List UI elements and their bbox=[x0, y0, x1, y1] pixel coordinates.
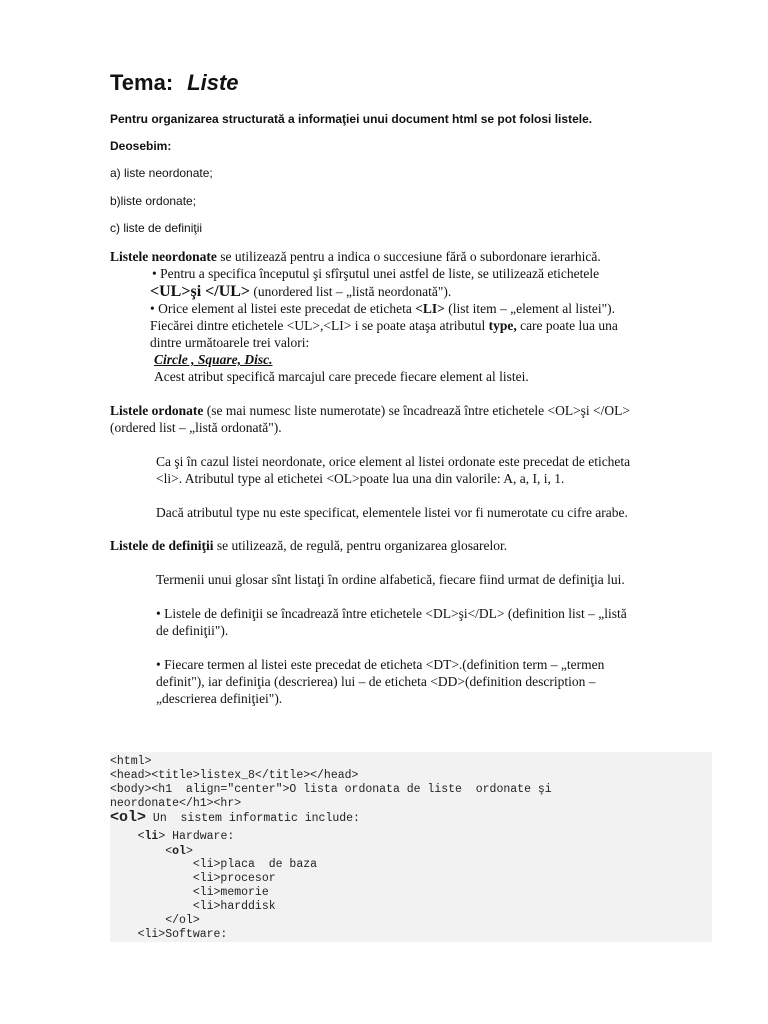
ol-tag: <ol> bbox=[110, 809, 147, 826]
definition-para3-line2: definit"), iar definiţia (descrierea) lui – de eticheta <DD>(definition description – bbox=[156, 674, 596, 689]
code-line: neordonate</h1><hr> bbox=[110, 797, 242, 810]
ordered-para2: Dacă atributul type nu este specificat, elementele listei vor fi numerotate cu cifre arabe. bbox=[156, 505, 628, 520]
title-topic: Liste bbox=[187, 70, 239, 95]
ordered-para1-line1: Ca şi în cazul listei neordonate, orice element al listei ordonate este precedat de eticheta bbox=[156, 454, 631, 469]
code-line: <head><title>listex_8</title></head> bbox=[110, 769, 359, 782]
unordered-values-intro: dintre următoarele trei valori: bbox=[150, 335, 310, 350]
ul-tags: <UL>şi </UL> bbox=[150, 283, 251, 300]
ordered-line1: Listele ordonate (se mai numesc liste numerotate) se încadrează între etichetele <OL>şi </OL> bbox=[110, 403, 631, 418]
ordered-line2: (ordered list – „listă ordonată"). bbox=[110, 420, 282, 435]
code-line: <li>placa de baza bbox=[110, 858, 318, 871]
code-line: <li> Hardware: bbox=[110, 830, 235, 843]
ordered-para1-line2: <li>. Atributul type al etichetei <OL>poate lua una din valorile: A, a, I, i, 1. bbox=[156, 471, 565, 486]
unordered-line1: Listele neordonate se utilizează pentru a indica o succesiune fără o subordonare ierarhică. bbox=[110, 249, 601, 264]
definition-para1: Termenii unui glosar sînt listaţi în ordine alfabetică, fiecare fiind urmat de definiţia lui. bbox=[156, 572, 625, 587]
definition-para3-line3: „descrierea definiţiei"). bbox=[156, 691, 283, 706]
list-type-unordered: a) liste neordonate; bbox=[110, 166, 213, 180]
unordered-bullet1: • Pentru a specifica începutul şi sfîrşutul unei astfel de liste, se utilizează etichetele bbox=[152, 266, 600, 281]
ordered-lead: Listele ordonate bbox=[110, 403, 204, 418]
intro-text: Pentru organizarea structurată a informaţiei unui document html se pot folosi listele. bbox=[110, 112, 593, 126]
code-line: <body><h1 align="center">O lista ordonata de liste ordonate şi bbox=[110, 783, 552, 796]
code-line: <li>procesor bbox=[110, 872, 276, 885]
definition-para2-line2: de definiţii"). bbox=[156, 623, 229, 638]
type-attr: type, bbox=[488, 318, 517, 333]
definition-para2-line1: • Listele de definiţii se încadrează între etichetele <DL>şi</DL> (definition list – „listă bbox=[156, 606, 627, 621]
unordered-bullet2: • Orice element al listei este precedat de eticheta <LI> (list item – „element al listei"). bbox=[150, 301, 615, 316]
page-title bbox=[110, 70, 239, 96]
unordered-tags-line: <UL>şi </UL> (unordered list – „listă neordonată"). bbox=[150, 283, 452, 300]
unordered-type-line: Fiecărei dintre etichetele <UL>,<LI> i se poate ataşa atributul type, care poate lua una bbox=[150, 318, 618, 333]
code-line: <html> bbox=[110, 755, 152, 768]
list-type-definition: c) liste de definiţii bbox=[110, 221, 203, 235]
code-line: <li>harddisk bbox=[110, 900, 276, 913]
title-prefix: Tema: bbox=[110, 70, 174, 95]
unordered-lead: Listele neordonate bbox=[110, 249, 217, 264]
definition-line1: Listele de definiţii se utilizează, de regulă, pentru organizarea glosarelor. bbox=[110, 538, 508, 553]
definition-para3-line1: • Fiecare termen al listei este precedat de eticheta <DT>.(definition term – „termen bbox=[156, 657, 605, 672]
intro-distinguish: Deosebim: bbox=[110, 139, 172, 153]
code-line: <ol> bbox=[110, 845, 193, 858]
list-type-ordered: b)liste ordonate; bbox=[110, 194, 197, 208]
type-values: Circle , Square, Disc. bbox=[154, 352, 273, 367]
code-line: <li>memorie bbox=[110, 886, 269, 899]
code-line: <ol> Un sistem informatic include: bbox=[110, 809, 360, 826]
unordered-marker-note: Acest atribut specifică marcajul care precede fiecare element al listei. bbox=[154, 369, 529, 384]
li-tag: <LI> bbox=[415, 301, 445, 316]
definition-lead: Listele de definiţii bbox=[110, 538, 214, 553]
code-line: </ol> bbox=[110, 914, 200, 927]
code-line: <li>Software: bbox=[110, 928, 228, 941]
